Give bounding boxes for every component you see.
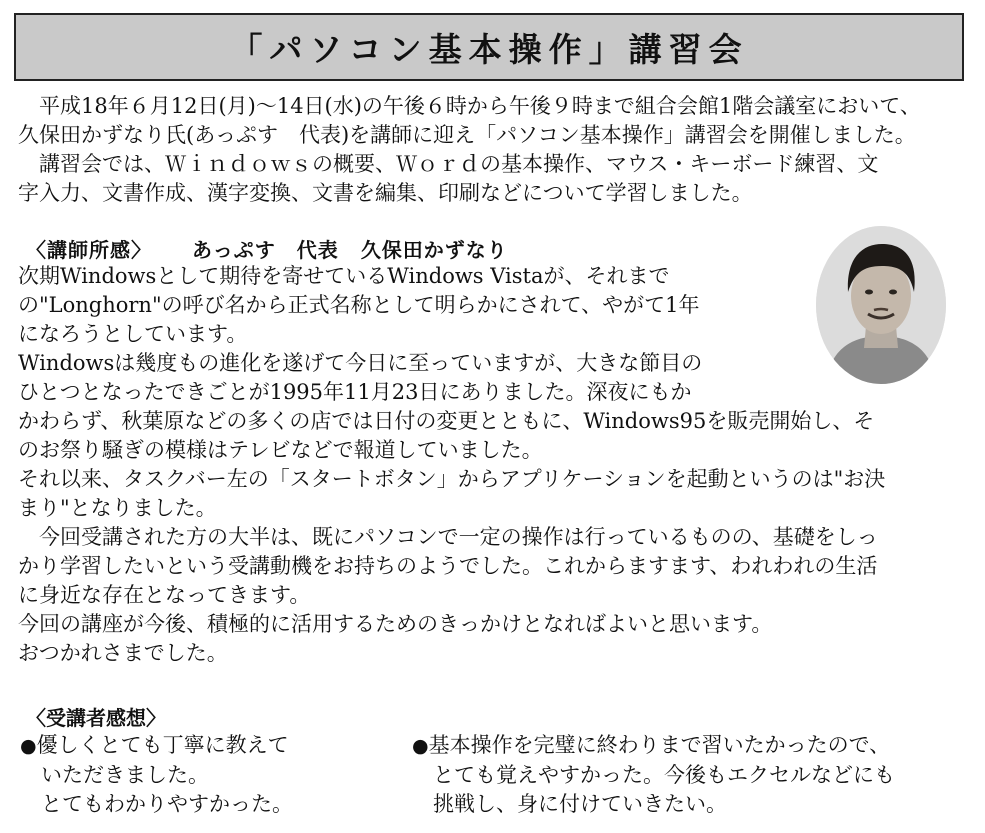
lecturer-heading <box>26 234 508 263</box>
impression-line: とてもわかりやすかった。 <box>41 792 293 816</box>
impression-line: とても覚えやすかった。今後もエクセルなどにも <box>433 763 895 787</box>
title-banner <box>14 13 964 81</box>
impression-item-2 <box>412 731 895 819</box>
lecturer-line: ひとつとなったできごとが1995年11月23日にありました。深夜にもか <box>18 380 692 404</box>
intro-line: 平成18年６月12日(月)～14日(水)の午後６時から午後９時まで組合会館1階会議室において、 <box>39 94 921 118</box>
impression-item-1 <box>20 731 293 819</box>
impression-line: いただきました。 <box>41 763 209 787</box>
lecturer-line: 今回受講された方の大半は、既にパソコンで一定の操作は行っているものの、基礎をしっ <box>39 525 878 549</box>
lecturer-line: まり"となりました。 <box>18 496 217 520</box>
lecturer-line: の"Longhorn"の呼び名から正式名称として明らかにされて、やがて1年 <box>18 293 700 317</box>
bullet-icon: ● <box>412 735 429 757</box>
lecturer-line: のお祭り騒ぎの模様はテレビなどで報道していました。 <box>18 438 543 462</box>
intro-line: 講習会では、Ｗｉｎｄｏｗｓの概要、Ｗｏｒｄの基本操作、マウス・キーボード練習、文 <box>39 152 879 176</box>
lecturer-line: かり学習したいという受講動機をお持ちのようでした。これからますます、われわれの生活 <box>18 554 878 578</box>
intro-section <box>18 92 970 208</box>
impression-line: 挑戦し、身に付けていきたい。 <box>433 792 727 816</box>
lecturer-line: に身近な存在となってきます。 <box>18 583 311 607</box>
intro-line: 久保田かずなり氏(あっぷす 代表)を講師に迎え「パソコン基本操作」講習会を開催しました。 <box>18 123 916 147</box>
lecturer-organization: あっぷす 代表 <box>192 238 339 262</box>
lecturer-heading-label: 〈講師所感〉 <box>26 238 152 262</box>
impression-line: ●優しくとても丁寧に教えて <box>20 733 289 757</box>
lecturer-line: おつかれさまでした。 <box>18 641 228 665</box>
bullet-icon: ● <box>20 735 37 757</box>
page-title: 「パソコン基本操作」講習会 <box>229 29 749 69</box>
impressions-heading: 〈受講者感想〉 <box>26 706 166 730</box>
lecturer-line: になろうとしています。 <box>18 322 248 346</box>
impression-line: ●基本操作を完璧に終わりまで習いたかったので、 <box>412 733 891 757</box>
lecturer-line: かわらず、秋葉原などの多くの店では日付の変更とともに、Windows95を販売開始し、そ <box>18 409 875 433</box>
lecturer-line: 今回の講座が今後、積極的に活用するためのきっかけとなればよいと思います。 <box>18 612 773 636</box>
intro-line: 字入力、文書作成、漢字変換、文書を編集、印刷などについて学習しました。 <box>18 181 753 205</box>
lecturer-line: それ以来、タスクバー左の「スタートボタン」からアプリケーションを起動というのは"お決 <box>18 467 886 491</box>
lecturer-line: Windowsは幾度もの進化を遂げて今日に至っていますが、大きな節目の <box>18 351 703 375</box>
lecturer-name: 久保田かずなり <box>360 238 508 262</box>
lecturer-comments <box>18 262 970 668</box>
lecturer-line: 次期Windowsとして期待を寄せているWindows Vistaが、それまで <box>18 264 670 288</box>
